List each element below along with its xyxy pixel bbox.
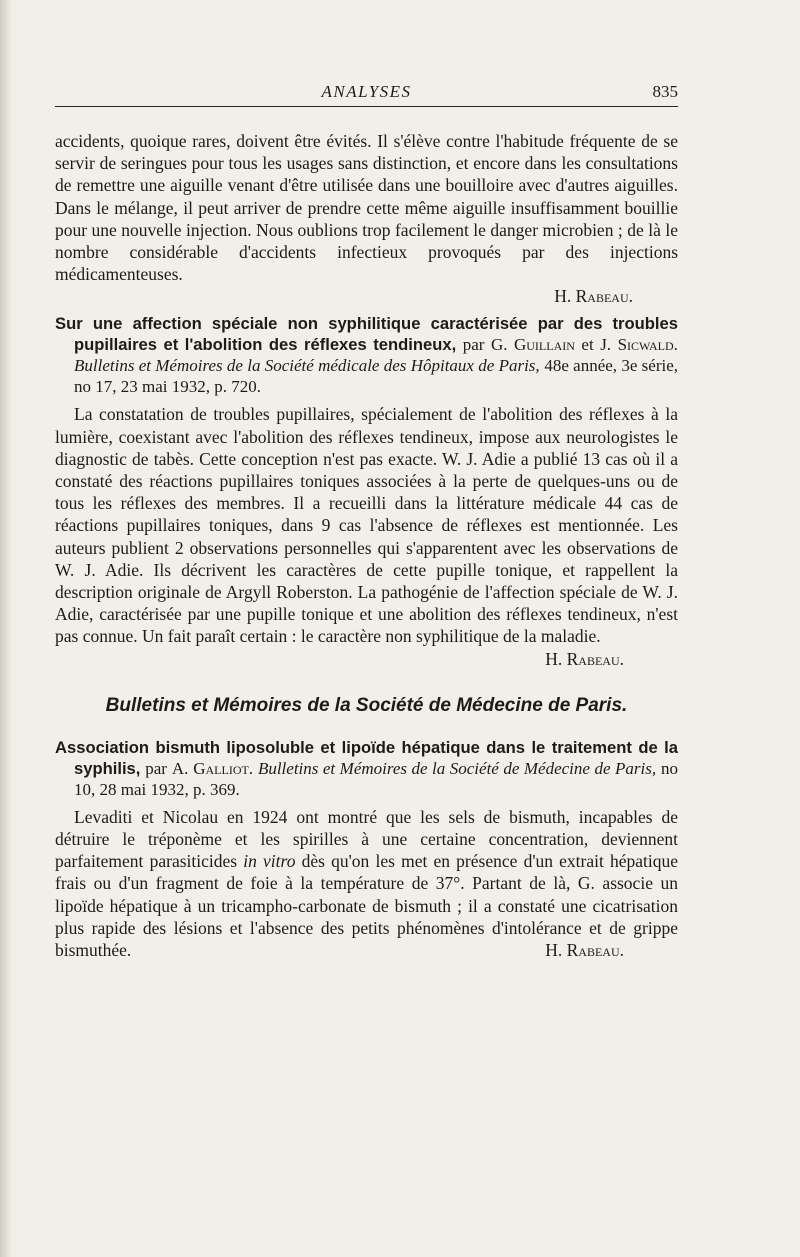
running-header (55, 78, 678, 106)
page-number: 835 (652, 82, 678, 101)
source-details: 48e année, 3e série, no 17, 23 mai 1932, p. 720. (74, 356, 678, 397)
article-body-text: Levaditi et Nicolau en 1924 ont montré que les sels de bismuth, incapables de détruire le tréponème et les spirilles à une certaine concentration, deviennent parfaitement parasiticides (55, 806, 678, 872)
article-body (55, 806, 678, 961)
article-body (55, 403, 678, 669)
source-journal: Bulletins et Mémoires de la Société de Médecine de Paris, (257, 758, 657, 778)
signature-name: Rabeau. (566, 940, 624, 961)
article-signature (526, 939, 624, 961)
continuation-paragraph: accidents, quoique rares, doivent être évités. Il s'élève contre l'habitude fréquente de se servir de seringues pour tous les usages sans distinction, et encore dans les consultations de remettre une aiguille venant d'être utilisée dans une bouilloire avec d'autres aiguilles. Dans le mélange, il peut arriver de prendre cette même aiguille insuffisamment bouillie pour une nouvelle injection. Nous oublions trop facilement le danger microbien ; de là le nombre considérable d'accidents infectieux provoqués par des injections médicamenteuses. (55, 131, 678, 285)
article-heading (55, 313, 678, 397)
article-title: Sur une affection spéciale non syphilitique caractérisée par des troubles pupillaires et l'abolition des réflexes tendineux, (55, 314, 678, 355)
article-signature (526, 648, 624, 670)
source-journal: Bulletins et Mémoires de la Société médicale des Hôpitaux de Paris, (74, 356, 540, 376)
signature-initial: H. (545, 940, 563, 961)
author-name: Guillain (513, 335, 575, 355)
by-word: par (462, 335, 485, 355)
article-title: Association bismuth liposoluble et lipoïde hépatique dans le traitement de la syphilis, (55, 737, 678, 778)
article-body-text: dès qu'on les met en présence d'un extrait hépatique frais ou d'un fragment de foie à la température de 37°. Partant de là, G. associe un lipoïde hépatique à un tricampho-carbonate de bismuth ; il a constaté une cicatrisation plus rapide des lésions et l'absence des petits phénomènes d'intolérance et de grippe bismuthée. (55, 851, 679, 961)
signature-initial: H. (545, 648, 563, 669)
source-details: no 10, 28 mai 1932, p. 369. (74, 758, 678, 799)
signature-name: Rabeau. (575, 286, 633, 307)
document-page (55, 78, 678, 961)
author-initial: A. (171, 758, 189, 778)
by-word: par (145, 758, 167, 778)
running-title: ANALYSES (321, 82, 412, 101)
article-body-italic: in vitro (243, 851, 296, 872)
page-gutter-shadow (0, 0, 12, 1257)
article-body-text: La constatation de troubles pupillaires, spécialement de l'abolition des réflexes à la lumière, coexistant avec l'abolition des réflexes tendineux, impose aux neurologistes le diagnostic de tabès. Cette conception n'est pas exacte. W. J. Adie a publié 13 cas où il a constaté des réactions pupillaires toniques associées à la perte de quelques-uns ou de tous les réflexes des membres. Il a recueilli dans la littérature médicale 44 cas de réactions pupillaires toniques, dans 9 cas l'absence de réflexes est mentionnée. Les auteurs publient 2 observations personnelles qui s'apparentent avec les observations de W. J. Adie. Ils décrivent les caractères de cette pupille tonique, et rappellent la description originale de Argyll Roberston. La pathogénie de l'affection spéciale de W. J. Adie, caractérisée par une pupille tonique et une abolition des réflexes tendineux, n'est pas connue. Un fait paraît certain : le caractère non syphilitique de la maladie. (55, 404, 678, 647)
author-name: Galliot. (193, 758, 254, 778)
author-name: Sicwald. (617, 335, 678, 355)
continuation-signature (55, 285, 678, 307)
article-heading (55, 737, 678, 800)
section-heading: Bulletins et Mémoires de la Société de Médecine de Paris. (105, 694, 628, 716)
and-word: et (581, 335, 594, 355)
author-initial: J. (600, 335, 612, 355)
signature-initial: H. (554, 286, 572, 307)
signature-name: Rabeau. (566, 648, 624, 669)
author-initial: G. (490, 335, 508, 355)
